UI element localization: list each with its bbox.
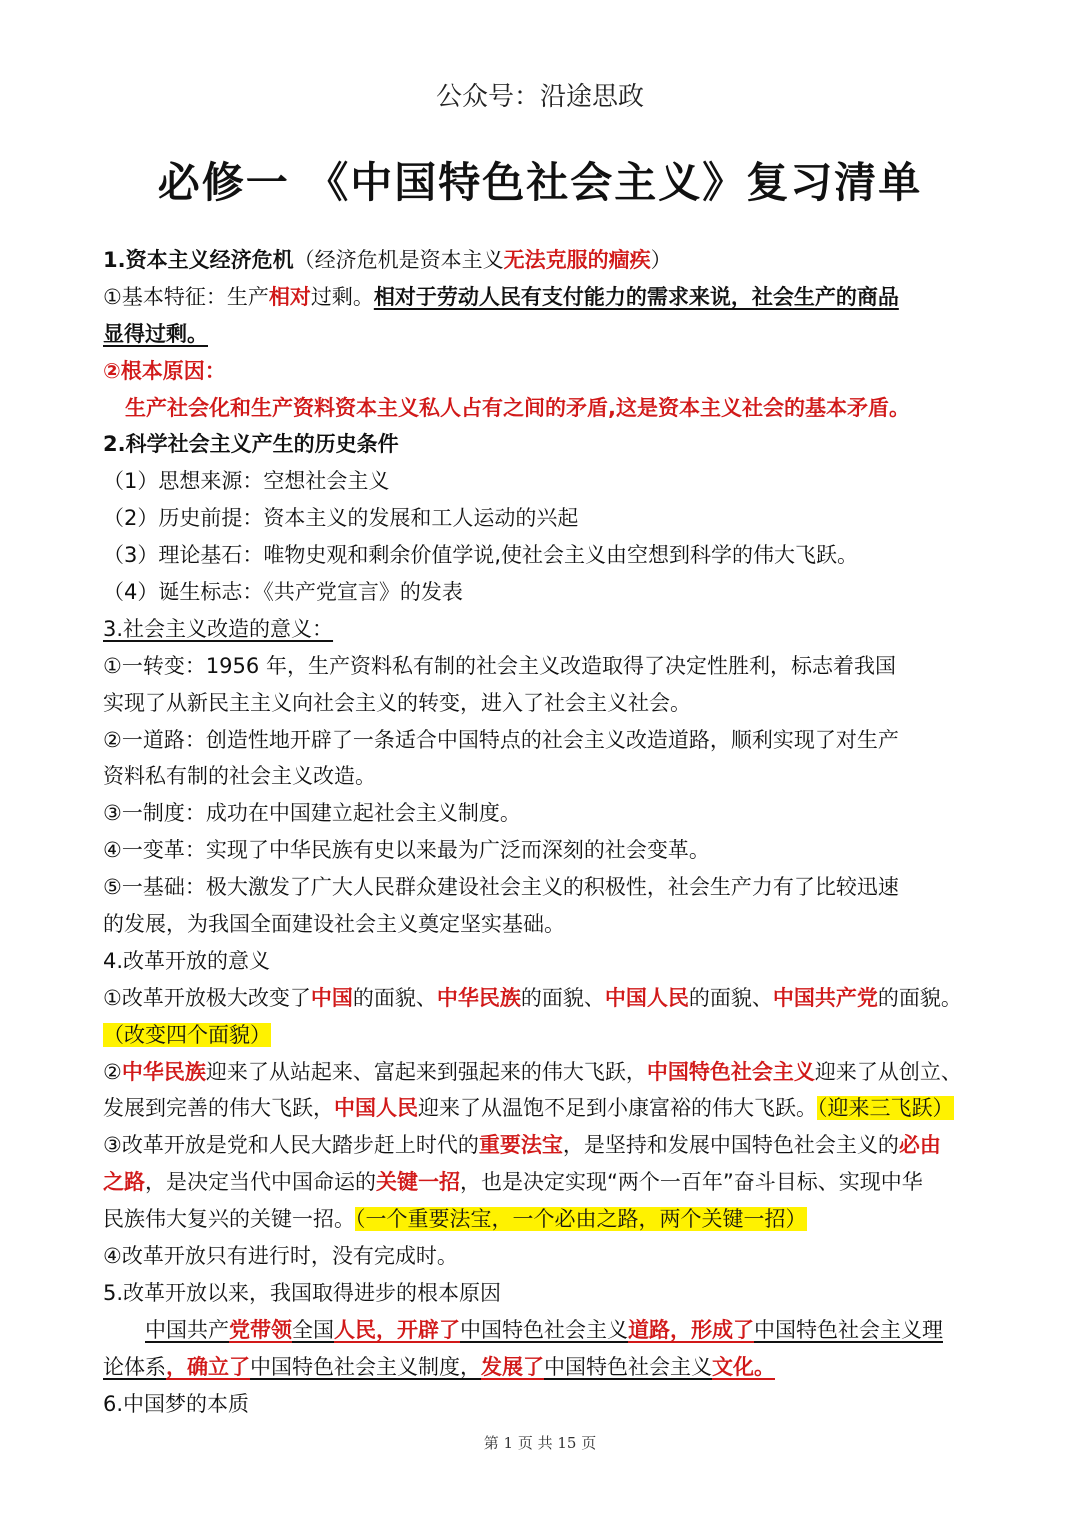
s6-heading: 6.中国梦的本质 (103, 1391, 250, 1416)
s5-heading: 5.改革开放以来，我国取得进步的根本原因 (103, 1280, 502, 1305)
s3-line: ③一制度：成功在中国建立起社会主义制度。 (103, 801, 521, 826)
s3-line: ②一道路：创造性地开辟了一条适合中国特点的社会主义改造道路，顺利实现了对生产 (103, 727, 899, 752)
s1-heading: 1.资本主义经济危机（经济危机是资本主义无法克服的痼疾） (103, 248, 672, 272)
s2-item: （3）理论基石：唯物史观和剩余价值学说,使社会主义由空想到科学的伟大飞跃。 (103, 543, 859, 568)
s4-p1: ①改革开放极大改变了中国的面貌、中华民族的面貌、中国人民的面貌、中国共产党的面貌。 (103, 985, 962, 1010)
page-footer: 第 1 页 共 15 页 (483, 1434, 597, 1452)
s3-line: 资料私有制的社会主义改造。 (103, 764, 376, 789)
s3-line: ⑤一基础：极大激发了广大人民群众建设社会主义的积极性，社会生产力有了比较迅速 (103, 875, 899, 900)
s5-line-2: 论体系，确立了中国特色社会主义制度，发展了中国特色社会主义文化。 (103, 1354, 775, 1379)
s3-line: ①一转变：1956 年，生产资料私有制的社会主义改造取得了决定性胜利，标志着我国 (103, 653, 896, 678)
s2-item: （2）历史前提：资本主义的发展和工人运动的兴起 (103, 506, 579, 531)
s4-p2a: ②中华民族迎来了从站起来、富起来到强起来的伟大飞跃，中国特色社会主义迎来了从创立、 (103, 1059, 962, 1084)
document-body (103, 242, 983, 1423)
s2-item: （1）思想来源：空想社会主义 (103, 469, 390, 494)
s4-p4: ④改革开放只有进行时，没有完成时。 (103, 1244, 458, 1269)
s2-heading: 2.科学社会主义产生的历史条件 (103, 432, 399, 457)
s3-line: 的发展，为我国全面建设社会主义奠定坚实基础。 (103, 912, 565, 937)
s4-p2b: 发展到完善的伟大飞跃，中国人民迎来了从温饱不足到小康富裕的伟大飞跃。（迎来三飞跃） (103, 1096, 954, 1121)
s3-line: 实现了从新民主主义向社会主义的转变，进入了社会主义社会。 (103, 690, 691, 715)
s1-feature-line-2: 显得过剩。 (103, 321, 208, 346)
s1-feature-line: ①基本特征：生产相对过剩。相对于劳动人民有支付能力的需求来说，社会生产的商品 (103, 284, 899, 309)
s5-line-1: 中国共产党带领全国人民，开辟了中国特色社会主义道路，形成了中国特色社会主义理 (145, 1317, 943, 1342)
s4-heading: 4.改革开放的意义 (103, 948, 271, 973)
s1-cause-text: 生产社会化和生产资料资本主义私人占有之间的矛盾,这是资本主义社会的基本矛盾。 (125, 395, 910, 420)
s4-p3a: ③改革开放是党和人民大踏步赶上时代的重要法宝，是坚持和发展中国特色社会主义的必由 (103, 1133, 941, 1158)
page-title: 必修一 《中国特色社会主义》复习清单 (157, 158, 923, 207)
s2-item: （4）诞生标志：《共产党宣言》的发表 (103, 580, 463, 605)
s3-heading: 3.社会主义改造的意义： (103, 616, 334, 641)
page-header: 公众号：沿途思政 (435, 82, 644, 112)
s4-p1-note: （改变四个面貌） (103, 1022, 271, 1047)
s4-p3b: 之路，是决定当代中国命运的关键一招，也是决定实现“两个一百年”奋斗目标、实现中华 (103, 1170, 923, 1195)
s3-line: ④一变革：实现了中华民族有史以来最为广泛而深刻的社会变革。 (103, 838, 710, 863)
s4-p3c: 民族伟大复兴的关键一招。（一个重要法宝，一个必由之路，两个关键一招） (103, 1207, 807, 1232)
s1-cause-label: ②根本原因： (103, 358, 226, 383)
